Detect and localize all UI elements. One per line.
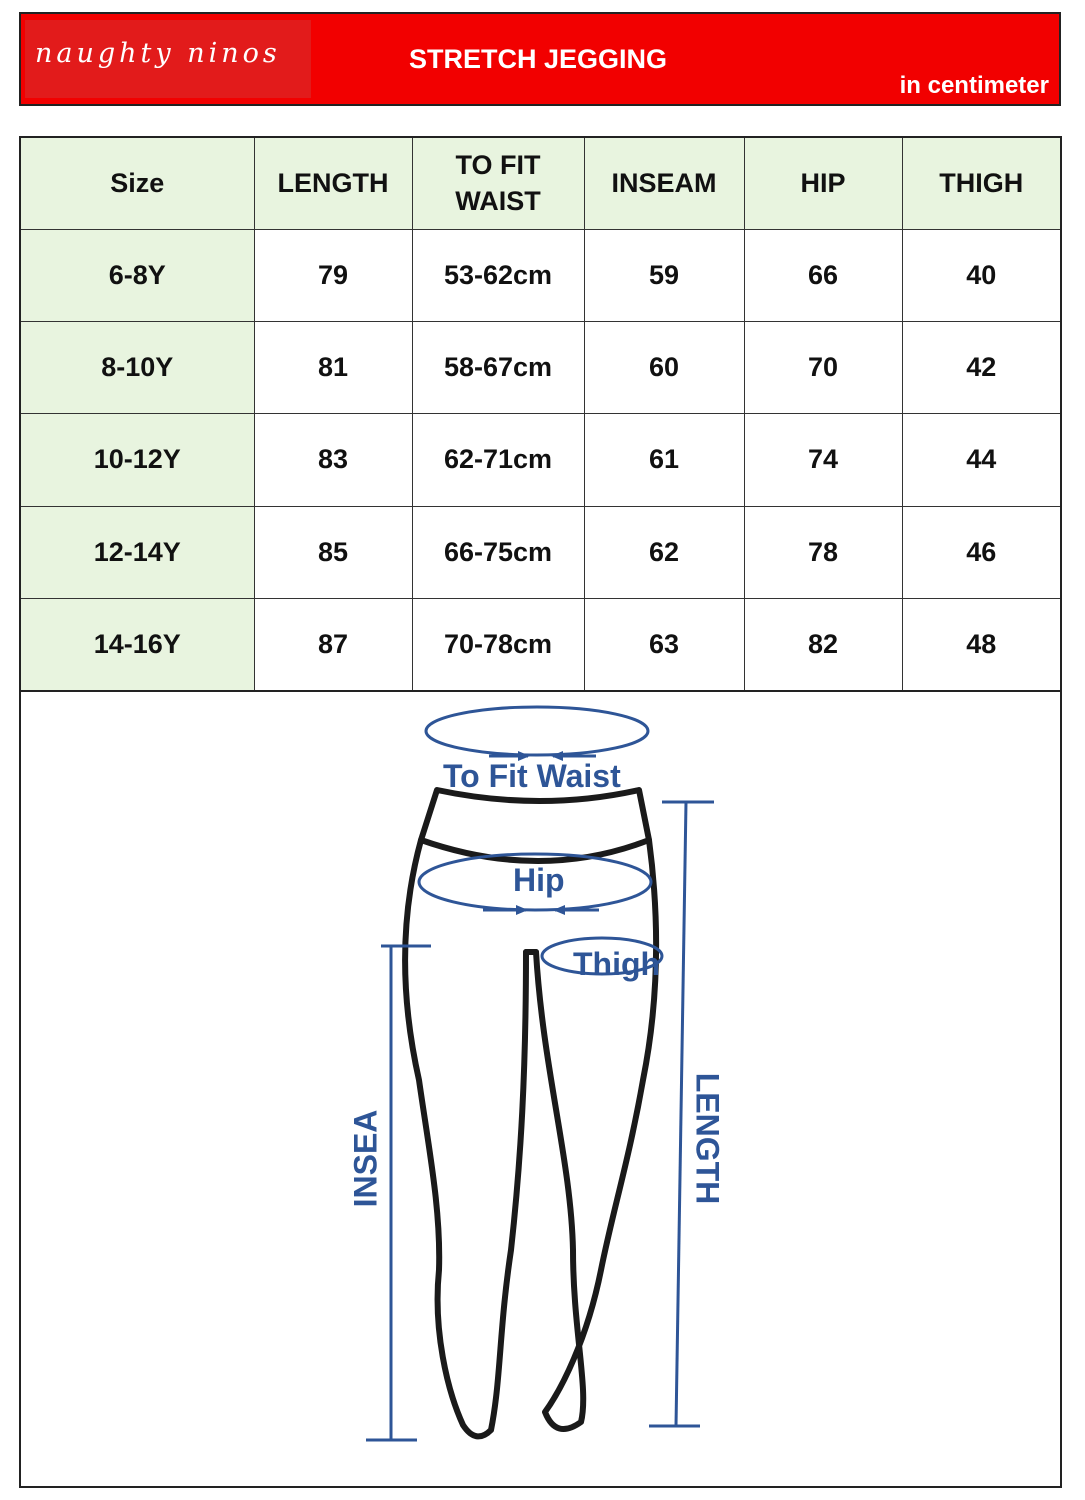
table-row xyxy=(20,599,1061,691)
logo-text: naughty ninos xyxy=(35,38,281,69)
inseam-label: INSEA xyxy=(347,1109,384,1208)
thigh-label: Thigh xyxy=(573,946,661,982)
inseam-cell: 59 xyxy=(584,229,744,321)
length-cell: 87 xyxy=(254,599,412,691)
table-row xyxy=(20,321,1061,413)
length-cell: 81 xyxy=(254,321,412,413)
header-banner xyxy=(19,12,1061,106)
length-label: LENGTH xyxy=(689,1072,726,1205)
unit-note: in centimeter xyxy=(899,72,1049,99)
header-inseam: INSEAM xyxy=(584,137,744,229)
size-cell: 6-8Y xyxy=(20,229,254,321)
thigh-cell: 46 xyxy=(902,506,1061,598)
inseam-cell: 62 xyxy=(584,506,744,598)
measurement-diagram xyxy=(19,690,1062,1488)
size-cell: 12-14Y xyxy=(20,506,254,598)
inseam-cell: 61 xyxy=(584,414,744,506)
waist-measure xyxy=(426,707,648,756)
page-title: STRETCH JEGGING xyxy=(409,44,668,74)
length-cell: 79 xyxy=(254,229,412,321)
header-length: LENGTH xyxy=(254,137,412,229)
header-waist: TO FIT WAIST xyxy=(412,137,584,229)
hip-label: Hip xyxy=(513,862,565,898)
hip-cell: 74 xyxy=(744,414,902,506)
hip-cell: 78 xyxy=(744,506,902,598)
header-thigh: THIGH xyxy=(902,137,1061,229)
table-row xyxy=(20,414,1061,506)
table-row xyxy=(20,229,1061,321)
waist-cell: 62-71cm xyxy=(412,414,584,506)
size-cell: 8-10Y xyxy=(20,321,254,413)
thigh-cell: 44 xyxy=(902,414,1061,506)
waist-cell: 70-78cm xyxy=(412,599,584,691)
waist-cell: 58-67cm xyxy=(412,321,584,413)
size-cell: 14-16Y xyxy=(20,599,254,691)
leggings-illustration xyxy=(21,690,1062,1486)
hip-cell: 82 xyxy=(744,599,902,691)
length-cell: 83 xyxy=(254,414,412,506)
waist-cell: 53-62cm xyxy=(412,229,584,321)
header-hip: HIP xyxy=(744,137,902,229)
header-size: Size xyxy=(20,137,254,229)
waist-label: To Fit Waist xyxy=(443,758,621,794)
hip-cell: 66 xyxy=(744,229,902,321)
table-header-row xyxy=(20,137,1061,229)
brand-logo xyxy=(25,20,311,98)
waist-cell: 66-75cm xyxy=(412,506,584,598)
size-chart-table xyxy=(19,136,1062,692)
inseam-cell: 60 xyxy=(584,321,744,413)
size-cell: 10-12Y xyxy=(20,414,254,506)
thigh-cell: 42 xyxy=(902,321,1061,413)
hip-cell: 70 xyxy=(744,321,902,413)
thigh-cell: 40 xyxy=(902,229,1061,321)
length-cell: 85 xyxy=(254,506,412,598)
inseam-cell: 63 xyxy=(584,599,744,691)
thigh-cell: 48 xyxy=(902,599,1061,691)
table-row xyxy=(20,506,1061,598)
